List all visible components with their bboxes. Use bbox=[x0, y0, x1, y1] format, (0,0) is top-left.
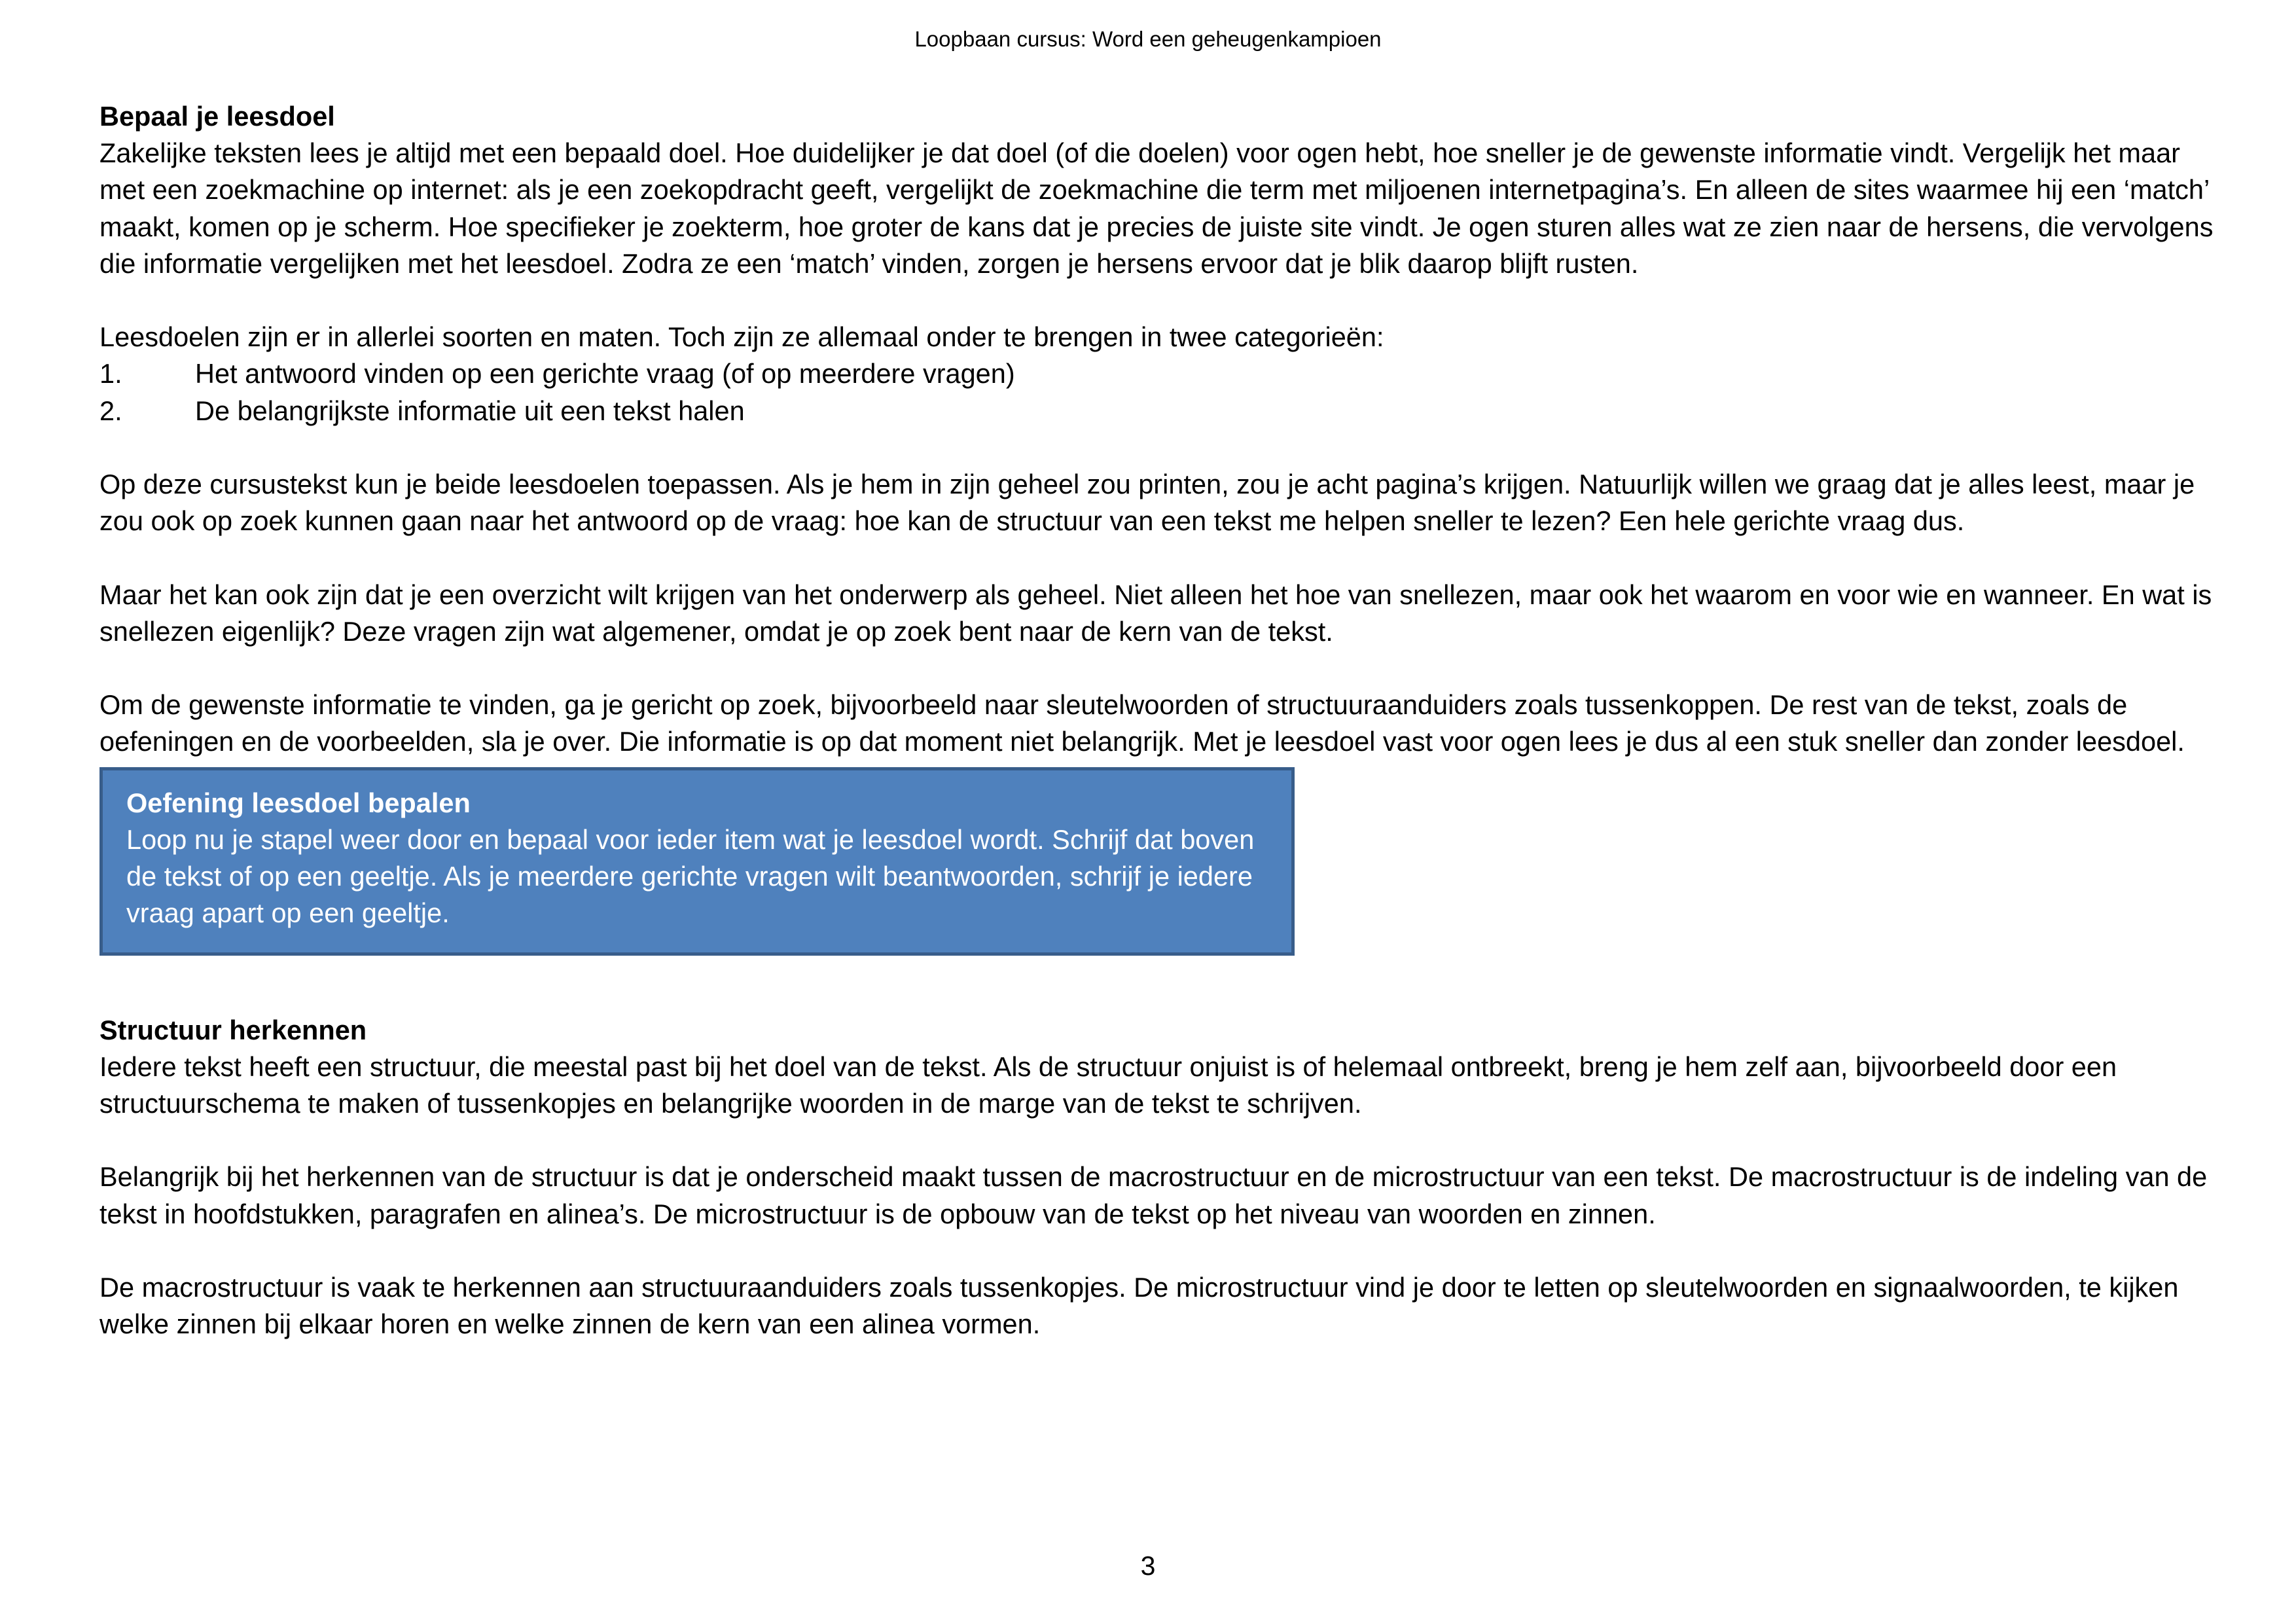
paragraph-gap bbox=[99, 650, 2214, 687]
paragraph-structure-intro: Iedere tekst heeft een structuur, die meestal past bij het doel van de tekst. Als de structuur onjuist is of helemaal ontbreekt, breng je hem zelf aan, bijvoorbeeld door een structuurschema te maken of tussenkopjes en belangrijke woorden in de marge van de tekst te schrijven. bbox=[99, 1051, 2117, 1119]
paragraph-finding-info: Om de gewenste informatie te vinden, ga je gericht op zoek, bijvoorbeeld naar sleutelwoorden of structuuraanduiders zoals tussenkoppen. De rest van de tekst, zoals de oefeningen en de voorbeelden, sla je over. Die informatie is op dat moment niet belangrijk. Met je leesdoel vast voor ogen lees je dus al een stuk sneller dan zonder leesdoel. bbox=[99, 689, 2185, 757]
list-item bbox=[99, 393, 2214, 429]
exercise-title: Oefening leesdoel bepalen bbox=[126, 787, 471, 818]
list-text: Het antwoord vinden op een gerichte vraag (of op meerdere vragen) bbox=[195, 358, 1015, 389]
section-heading-structuur: Structuur herkennen bbox=[99, 1014, 367, 1045]
paragraph-recognition: De macrostructuur is vaak te herkennen aan structuuraanduiders zoals tussenkopjes. De microstructuur vind je door te letten op sleutelwoorden en signaalwoorden, te kijken welke zinnen bij elkaar horen en welke zinnen de kern van een alinea vormen. bbox=[99, 1271, 2179, 1340]
exercise-body: Loop nu je stapel weer door en bepaal voor ieder item wat je leesdoel wordt. Schrijf dat boven de tekst of op een geeltje. Als je meerdere gerichte vragen wilt beantwoorden, schrijf je iedere vraag apart op een geeltje. bbox=[126, 823, 1255, 929]
running-header: Loopbaan cursus: Word een geheugenkampioen bbox=[914, 27, 1382, 51]
list-number: 1. bbox=[99, 358, 122, 389]
paragraph-gap bbox=[99, 1233, 2214, 1269]
page-number: 3 bbox=[1140, 1551, 1156, 1581]
paragraph-gap bbox=[99, 539, 2214, 576]
document-body bbox=[99, 98, 2214, 1343]
section-gap bbox=[99, 956, 2214, 1012]
paragraph-categories: Leesdoelen zijn er in allerlei soorten en maten. Toch zijn ze allemaal onder te brengen in twee categorieën: bbox=[99, 321, 1384, 353]
list-text: De belangrijkste informatie uit een tekst halen bbox=[195, 395, 745, 426]
section-heading-leesdoel: Bepaal je leesdoel bbox=[99, 101, 335, 132]
paragraph-overview: Maar het kan ook zijn dat je een overzicht wilt krijgen van het onderwerp als geheel. Niet alleen het hoe van snellezen, maar ook het waarom en voor wie en wanneer. En wat is snellezen eigenlijk? Deze vragen zijn wat algemener, omdat je op zoek bent naar de kern van de tekst. bbox=[99, 579, 2212, 647]
list-item bbox=[99, 355, 2214, 392]
paragraph-gap bbox=[99, 282, 2214, 319]
paragraph-gap bbox=[99, 1122, 2214, 1159]
paragraph-intro: Zakelijke teksten lees je altijd met een bepaald doel. Hoe duidelijker je dat doel (of die doelen) voor ogen hebt, hoe sneller je de gewenste informatie vindt. Vergelijk het maar met een zoekmachine op internet: als je een zoekopdracht geeft, vergelijkt de zoekmachine die term met miljoenen internetpagina’s. En alleen de sites waarmee hij een ‘match’ maakt, komen op je scherm. Hoe specifieker je zoekterm, hoe groter de kans dat je precies de juiste site vindt. Je ogen sturen alles wat ze zien naar de hersens, die vervolgens die informatie vergelijken met het leesdoel. Zodra ze een ‘match’ vinden, zorgen je hersens ervoor dat je blik daarop blijft rusten. bbox=[99, 137, 2214, 279]
paragraph-macro-micro: Belangrijk bij het herkennen van de structuur is dat je onderscheid maakt tussen de macrostructuur en de microstructuur van een tekst. De macrostructuur is de indeling van de tekst in hoofdstukken, paragrafen en alinea’s. De microstructuur is de opbouw van de tekst op het niveau van woorden en zinnen. bbox=[99, 1161, 2208, 1229]
list-number: 2. bbox=[99, 395, 122, 426]
paragraph-course-text: Op deze cursustekst kun je beide leesdoelen toepassen. Als je hem in zijn geheel zou printen, zou je acht pagina’s krijgen. Natuurlijk willen we graag dat je alles leest, maar je zou ook op zoek kunnen gaan naar het antwoord op de vraag: hoe kan de structuur van een tekst me helpen sneller te lezen? Een hele gerichte vraag dus. bbox=[99, 469, 2195, 537]
exercise-box bbox=[99, 767, 1295, 956]
paragraph-gap bbox=[99, 429, 2214, 466]
